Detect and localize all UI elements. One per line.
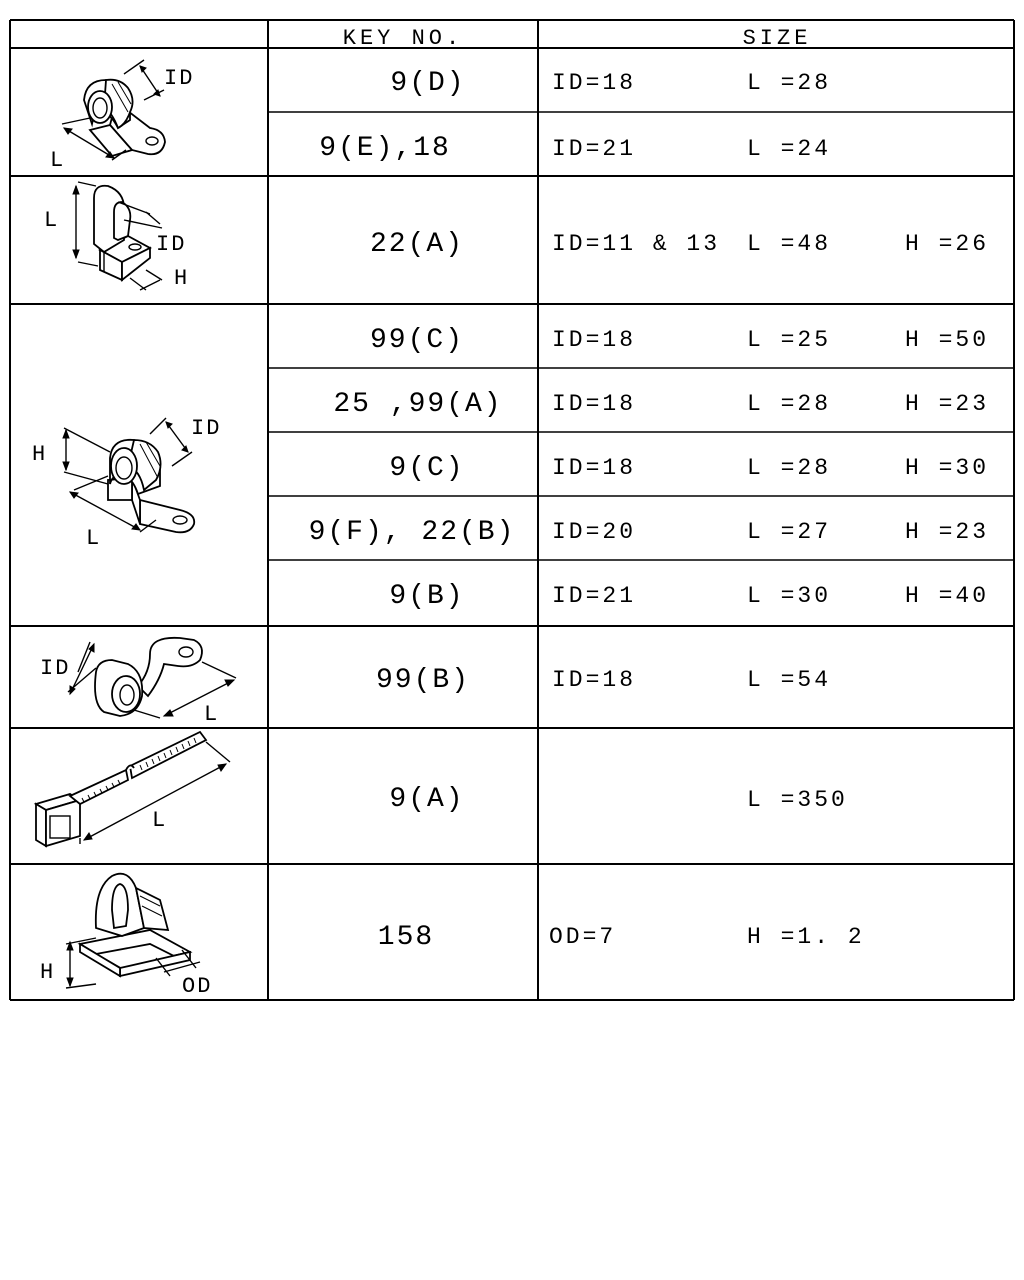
- table-rows: [309, 68, 989, 953]
- size-id: ID=18: [552, 391, 637, 417]
- dim-label: H: [32, 442, 48, 467]
- size-l: L =24: [747, 136, 832, 162]
- dim-label: ID: [156, 232, 187, 257]
- dim-label: L: [152, 808, 168, 833]
- size-h: H =1. 2: [747, 924, 865, 950]
- dim-label: ID: [191, 416, 222, 441]
- key-cell: 9(D): [390, 68, 466, 99]
- size-l: L =54: [747, 667, 832, 693]
- raised-clamp-icon: [32, 416, 221, 551]
- upright-clip-icon: [44, 182, 189, 291]
- header-size: SIZE: [742, 26, 812, 51]
- key-cell: 22(A): [369, 229, 465, 260]
- dim-label: ID: [164, 66, 195, 91]
- size-h: H =30: [905, 455, 990, 481]
- key-cell: 9(C): [389, 453, 465, 484]
- key-cell: 99(C): [369, 325, 465, 356]
- key-cell: 9(B): [389, 581, 465, 612]
- size-h: H =50: [905, 327, 990, 353]
- size-h: H =26: [905, 231, 990, 257]
- key-cell: 9(F), 22(B): [308, 517, 516, 548]
- dim-label: L: [44, 208, 60, 233]
- size-l: L =48: [747, 231, 832, 257]
- key-cell: 158: [377, 922, 435, 953]
- size-l: L =350: [747, 787, 848, 813]
- size-id: ID=18: [552, 455, 637, 481]
- size-id: ID=11 & 13: [552, 231, 721, 257]
- key-cell: 9(E),18: [319, 133, 451, 164]
- size-id: ID=18: [552, 70, 637, 96]
- size-l: L =25: [747, 327, 832, 353]
- size-l: L =28: [747, 391, 832, 417]
- push-clip-icon: [40, 874, 212, 999]
- dim-label: L: [86, 526, 102, 551]
- size-id: ID=20: [552, 519, 637, 545]
- key-cell: 25 ,99(A): [333, 389, 503, 420]
- dim-label: L: [50, 148, 66, 173]
- size-id: ID=21: [552, 583, 637, 609]
- size-id: ID=18: [552, 327, 637, 353]
- size-od: OD=7: [549, 924, 617, 950]
- dim-label: H: [40, 960, 56, 985]
- dim-label: L: [204, 702, 220, 727]
- dim-label: H: [174, 266, 190, 291]
- loop-clamp-icon: [40, 638, 236, 727]
- size-l: L =28: [747, 70, 832, 96]
- size-h: H =23: [905, 391, 990, 417]
- size-l: L =30: [747, 583, 832, 609]
- cable-tie-icon: [36, 732, 230, 846]
- dim-label: OD: [182, 974, 213, 999]
- size-l: L =27: [747, 519, 832, 545]
- size-h: H =23: [905, 519, 990, 545]
- key-cell: 9(A): [389, 784, 465, 815]
- size-id: ID=21: [552, 136, 637, 162]
- dim-label: ID: [40, 656, 71, 681]
- size-l: L =28: [747, 455, 832, 481]
- header-key-no: KEY NO.: [342, 26, 464, 51]
- key-cell: 99(B): [375, 665, 471, 696]
- size-id: ID=18: [552, 667, 637, 693]
- size-h: H =40: [905, 583, 990, 609]
- p-clamp-icon: [50, 60, 194, 173]
